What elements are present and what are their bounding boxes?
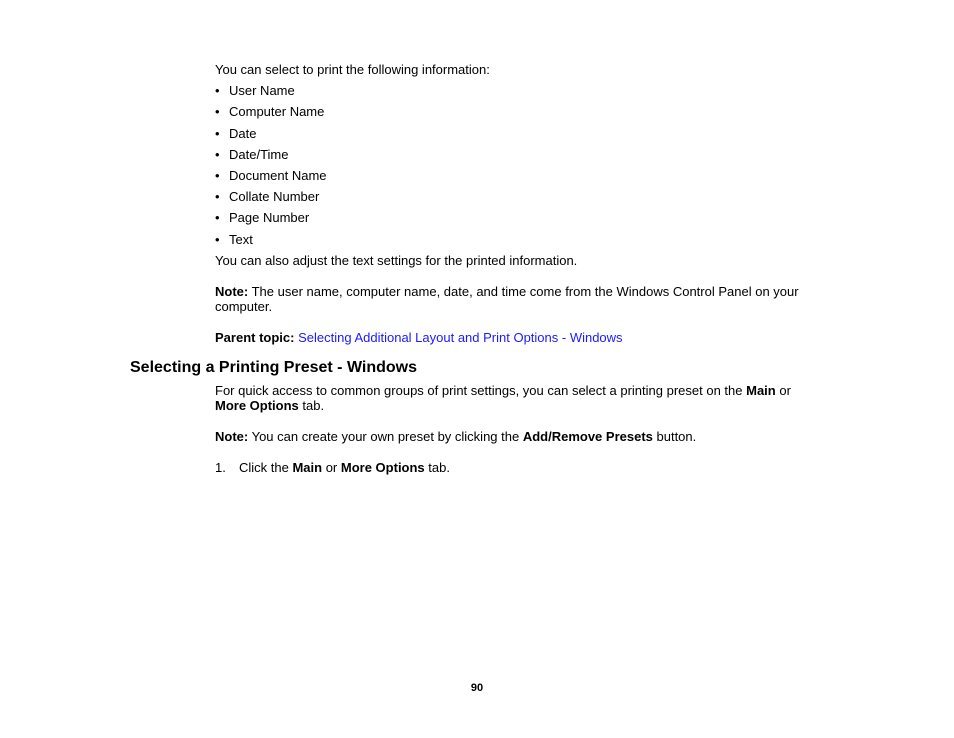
bullet-icon: •	[215, 83, 220, 98]
list-item-label: Document Name	[229, 168, 327, 183]
note-text: button.	[652, 429, 697, 444]
list-item-label: Page Number	[229, 210, 310, 225]
note-label: Note:	[215, 284, 249, 299]
section-heading: Selecting a Printing Preset - Windows	[130, 359, 418, 376]
bullet-icon: •	[215, 189, 220, 204]
list-item-label: Date	[229, 126, 257, 141]
step-text-part: tab.	[424, 460, 450, 475]
paragraph-text: or	[775, 383, 791, 398]
note-line	[215, 284, 799, 299]
paragraph-text: For quick access to common groups of print settings, you can select a printing preset on the	[215, 383, 747, 398]
step-text	[239, 460, 450, 475]
list-item-label: Text	[229, 232, 253, 247]
step-text-part: Click the	[239, 460, 293, 475]
paragraph-text: tab.	[298, 398, 325, 413]
more-options-tab-ref: More Options	[340, 460, 425, 475]
bullet-icon: •	[215, 126, 220, 141]
list-item-label: Collate Number	[229, 189, 320, 204]
page-number: 90	[470, 682, 484, 694]
paragraph-line	[215, 398, 324, 413]
adjust-text: You can also adjust the text settings for the printed information.	[215, 253, 578, 268]
parent-topic-label: Parent topic:	[215, 330, 295, 345]
step-text-part: or	[322, 460, 341, 475]
note-label: Note:	[215, 429, 249, 444]
more-options-tab-ref: More Options	[215, 398, 299, 413]
add-remove-presets-ref: Add/Remove Presets	[522, 429, 653, 444]
list-item-label: Computer Name	[229, 104, 325, 119]
bullet-icon: •	[215, 147, 220, 162]
list-item-label: User Name	[229, 83, 295, 98]
note-text: The user name, computer name, date, and time come from the Windows Control Panel on your	[248, 284, 799, 299]
parent-topic	[215, 330, 623, 345]
note-line: computer.	[215, 299, 273, 314]
bullet-icon: •	[215, 232, 220, 247]
parent-topic-link[interactable]: Selecting Additional Layout and Print Options - Windows	[298, 330, 623, 345]
bullet-icon: •	[215, 104, 220, 119]
bullet-icon: •	[215, 210, 220, 225]
main-tab-ref: Main	[746, 383, 776, 398]
note-block	[215, 429, 696, 444]
step-number: 1.	[215, 460, 226, 475]
intro-text: You can select to print the following information:	[215, 62, 490, 77]
note-text: You can create your own preset by clicking the	[248, 429, 523, 444]
paragraph-line	[215, 383, 791, 398]
bullet-icon: •	[215, 168, 220, 183]
list-item-label: Date/Time	[229, 147, 289, 162]
main-tab-ref: Main	[292, 460, 323, 475]
